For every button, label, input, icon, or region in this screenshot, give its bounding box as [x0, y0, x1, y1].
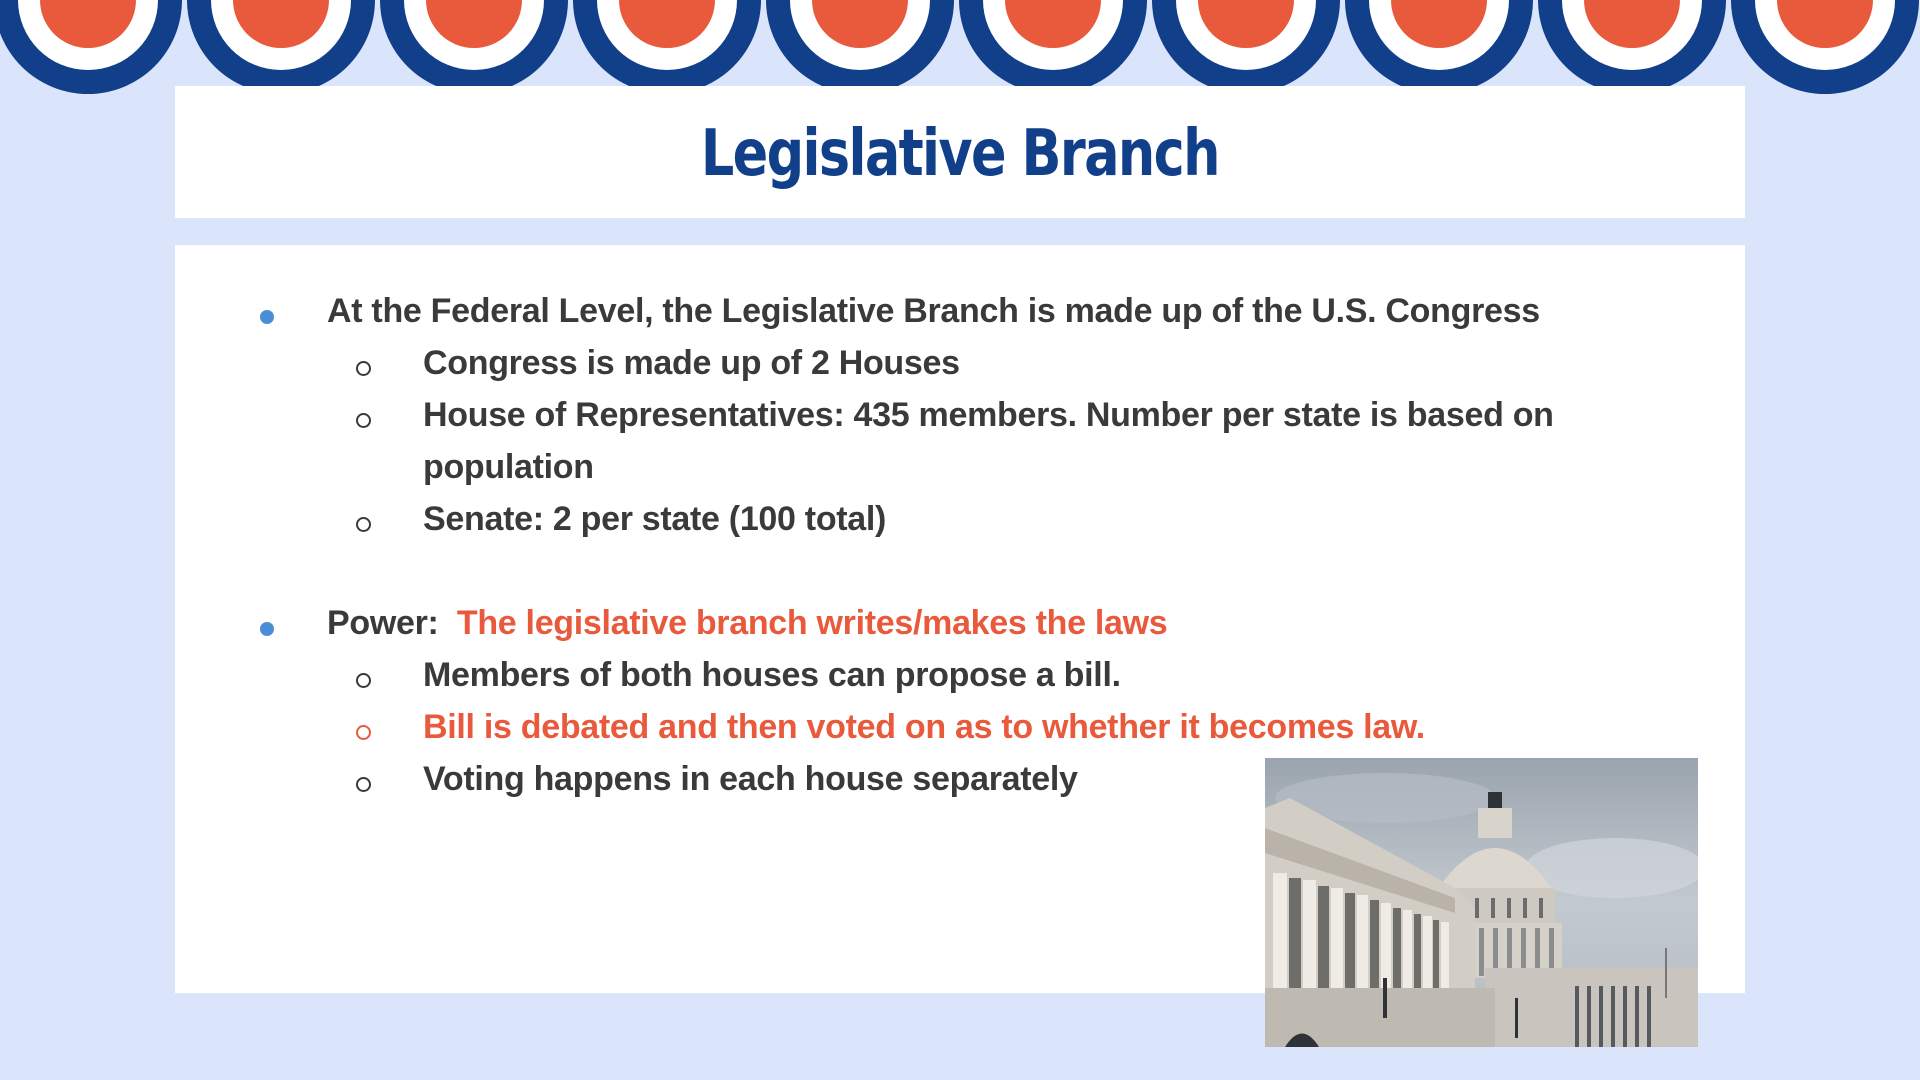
- bullet-dot: [260, 310, 274, 324]
- sub-bullet-ring: [356, 777, 371, 792]
- sub-bullet-text: Members of both houses can propose a bill.: [423, 656, 1121, 694]
- capitol-building-photo: [1265, 758, 1698, 1047]
- power-highlight: The legislative branch writes/makes the laws: [456, 604, 1168, 642]
- sub-bullet-text-highlight: Bill is debated and then voted on as to whether it becomes law.: [423, 708, 1425, 746]
- sub-bullet-text: Senate: 2 per state (100 total): [423, 500, 887, 538]
- sub-bullet-ring: [356, 517, 371, 532]
- bullet-text: At the Federal Level, the Legislative Branch is made up of the U.S. Congress: [327, 292, 1540, 330]
- sub-bullet-ring: [356, 673, 371, 688]
- page-title: Legislative Branch: [701, 117, 1219, 191]
- sub-bullet-ring: [356, 725, 371, 740]
- power-label: Power:: [327, 604, 439, 642]
- sub-bullet-ring: [356, 361, 371, 376]
- decorative-circle-border: [0, 0, 1920, 100]
- sub-bullet-text: Congress is made up of 2 Houses: [423, 344, 960, 382]
- sub-bullet-text: Voting happens in each house separately: [423, 760, 1078, 798]
- bullet-text: [327, 604, 1167, 643]
- sub-bullet-text-continued: population: [423, 448, 594, 486]
- title-box: [175, 86, 1745, 218]
- bullet-dot: [260, 622, 274, 636]
- sub-bullet-ring: [356, 413, 371, 428]
- sub-bullet-text: House of Representatives: 435 members. Number per state is based on: [423, 396, 1554, 434]
